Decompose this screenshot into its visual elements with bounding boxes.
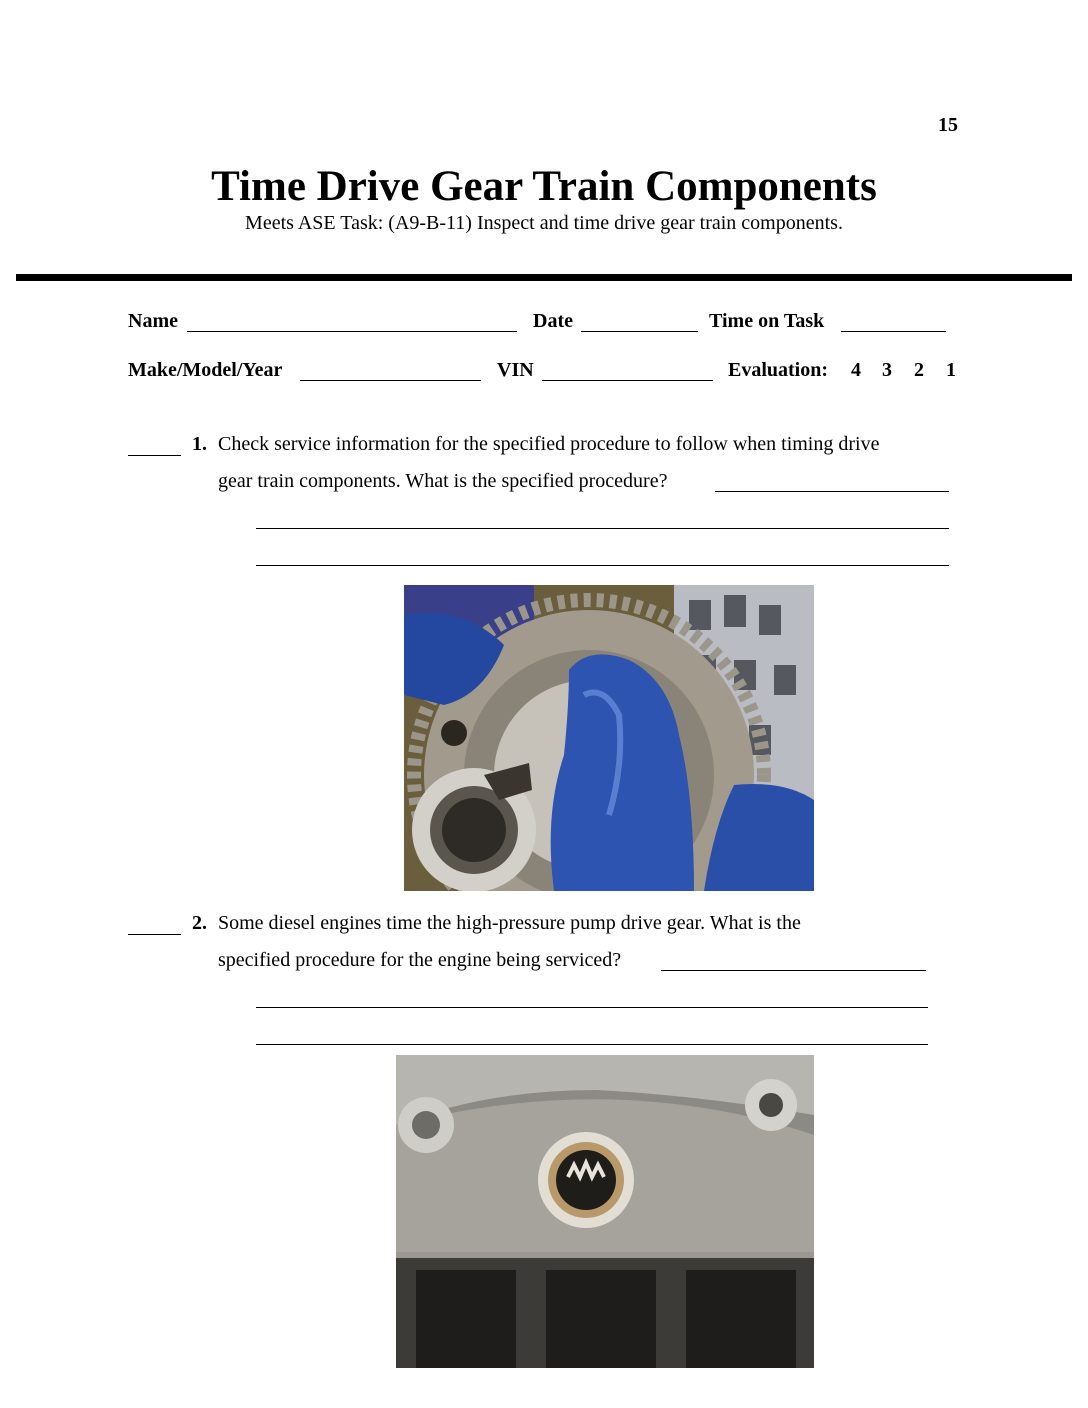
time-on-task-label: Time on Task: [709, 310, 825, 332]
question-1-answer-line-1[interactable]: [715, 491, 949, 492]
name-label: Name: [128, 310, 178, 332]
date-field-line[interactable]: [581, 331, 698, 332]
question-2-text-line2: specified procedure for the engine being serviced?: [218, 949, 622, 971]
page-number: 15: [938, 114, 958, 136]
question-2-check-line[interactable]: [128, 934, 181, 935]
question-2-answer-line-2[interactable]: [256, 1007, 928, 1008]
question-1-check-line[interactable]: [128, 455, 181, 456]
page-title: Time Drive Gear Train Components: [211, 163, 877, 210]
name-field-line[interactable]: [187, 331, 517, 332]
header-divider: [16, 274, 1072, 281]
time-on-task-field-line[interactable]: [841, 331, 946, 332]
pump-drive-gear-photo: [396, 1055, 814, 1368]
question-2-text-line1: Some diesel engines time the high-pressure pump drive gear. What is the: [218, 912, 801, 934]
evaluation-label: Evaluation:: [728, 359, 829, 381]
question-1-answer-line-3[interactable]: [256, 565, 949, 566]
question-2-answer-line-1[interactable]: [661, 970, 926, 971]
date-label: Date: [533, 310, 573, 332]
evaluation-score-1[interactable]: 1: [946, 359, 956, 381]
vin-label: VIN: [497, 359, 534, 381]
question-1-number: 1.: [192, 433, 207, 455]
gear-train-photo: [404, 585, 814, 891]
page-subtitle: Meets ASE Task: (A9-B-11) Inspect and time drive gear train components.: [245, 212, 843, 234]
make-model-year-label: Make/Model/Year: [128, 359, 283, 381]
evaluation-score-3[interactable]: 3: [882, 359, 892, 381]
make-model-year-field-line[interactable]: [300, 380, 481, 381]
evaluation-score-4[interactable]: 4: [851, 359, 861, 381]
evaluation-score-2[interactable]: 2: [914, 359, 924, 381]
question-1-text-line1: Check service information for the specified procedure to follow when timing drive: [218, 433, 880, 455]
question-2-number: 2.: [192, 912, 207, 934]
question-1-text-line2: gear train components. What is the specified procedure?: [218, 470, 668, 492]
vin-field-line[interactable]: [542, 380, 713, 381]
question-2-answer-line-3[interactable]: [256, 1044, 928, 1045]
question-1-answer-line-2[interactable]: [256, 528, 949, 529]
